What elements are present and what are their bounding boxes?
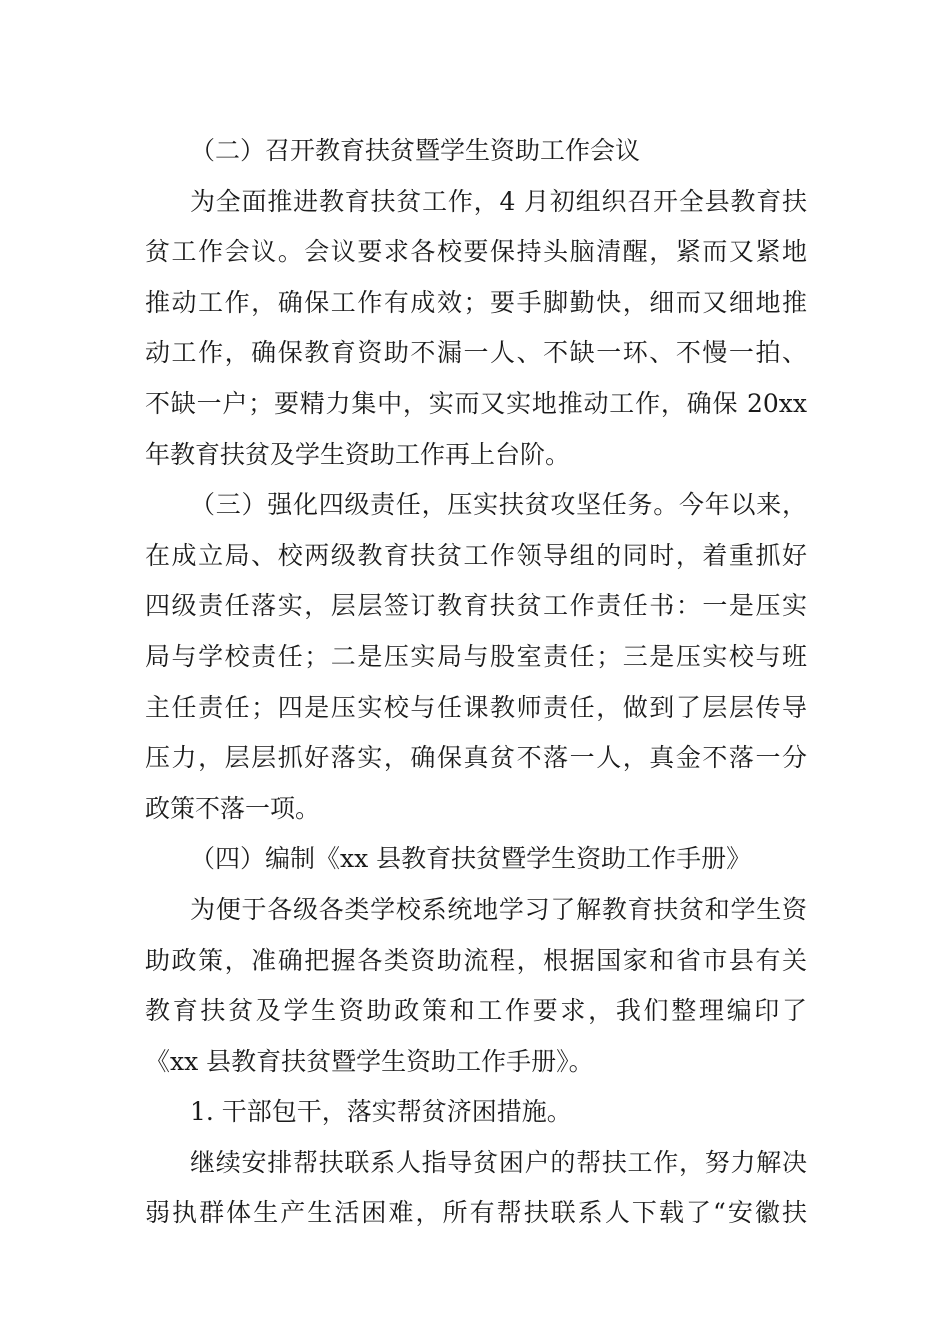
text-line <box>145 834 807 885</box>
text-line-content: 四级责任落实，层层签订教育扶贫工作责任书：一是压实 <box>145 591 807 621</box>
text-line-content: （四）编制《xx 县教育扶贫暨学生资助工作手册》 <box>190 844 752 874</box>
text-line <box>145 278 807 329</box>
text-line-content: 弱执群体生产生活困难，所有帮扶联系人下载了“安徽扶 <box>145 1198 807 1228</box>
text-line <box>145 1188 807 1239</box>
text-line-content: 为便于各级各类学校系统地学习了解教育扶贫和学生资 <box>190 894 807 924</box>
text-line <box>145 733 807 784</box>
text-line-content: 年教育扶贫及学生资助工作再上台阶。 <box>145 439 571 469</box>
text-line <box>145 328 807 379</box>
text-line-content: 局与学校责任；二是压实局与股室责任；三是压实校与班 <box>145 641 807 671</box>
text-line <box>145 784 807 835</box>
text-line-content: 1. 干部包干，落实帮贫济困措施。 <box>190 1097 572 1127</box>
text-line-content: （二）召开教育扶贫暨学生资助工作会议 <box>190 136 641 165</box>
text-line <box>145 126 807 177</box>
text-line-content: 助政策，准确把握各类资助流程，根据国家和省市县有关 <box>145 945 807 975</box>
text-line-content: 为全面推进教育扶贫工作，4 月初组织召开全县教育扶 <box>190 186 807 216</box>
text-line <box>145 177 807 228</box>
text-line-content: 在成立局、校两级教育扶贫工作领导组的同时，着重抓好 <box>145 540 807 570</box>
text-line <box>145 1138 807 1189</box>
text-line-content: 贫工作会议。会议要求各校要保持头脑清醒，紧而又紧地 <box>145 237 807 267</box>
text-line <box>145 1087 807 1138</box>
text-line <box>145 986 807 1037</box>
text-line <box>145 430 807 481</box>
text-line-content: 动工作，确保教育资助不漏一人、不缺一环、不慢一拍、 <box>145 338 807 368</box>
document-body <box>145 126 807 1239</box>
text-line <box>145 581 807 632</box>
text-line <box>145 480 807 531</box>
text-line <box>145 531 807 582</box>
text-line-content: 《xx 县教育扶贫暨学生资助工作手册》。 <box>145 1046 594 1076</box>
text-line <box>145 379 807 430</box>
text-line <box>145 632 807 683</box>
text-line-content: 主任责任；四是压实校与任课教师责任，做到了层层传导 <box>145 692 807 722</box>
text-line-content: 教育扶贫及学生资助政策和工作要求，我们整理编印了 <box>145 996 807 1026</box>
text-line <box>145 227 807 278</box>
text-line <box>145 885 807 936</box>
text-line-content: 压力，层层抓好落实，确保真贫不落一人，真金不落一分 <box>145 743 807 773</box>
text-line-content: 不缺一户；要精力集中，实而又实地推动工作，确保 20xx <box>145 388 807 418</box>
text-line-content: 政策不落一项。 <box>145 793 321 823</box>
text-line-content: 推动工作，确保工作有成效；要手脚勤快，细而又细地推 <box>145 287 807 317</box>
text-line-content: 继续安排帮扶联系人指导贫困户的帮扶工作，努力解决 <box>190 1147 807 1177</box>
text-line-content: （三）强化四级责任，压实扶贫攻坚任务。今年以来， <box>190 490 807 520</box>
text-line <box>145 683 807 734</box>
text-line <box>145 936 807 987</box>
text-line <box>145 1037 807 1088</box>
